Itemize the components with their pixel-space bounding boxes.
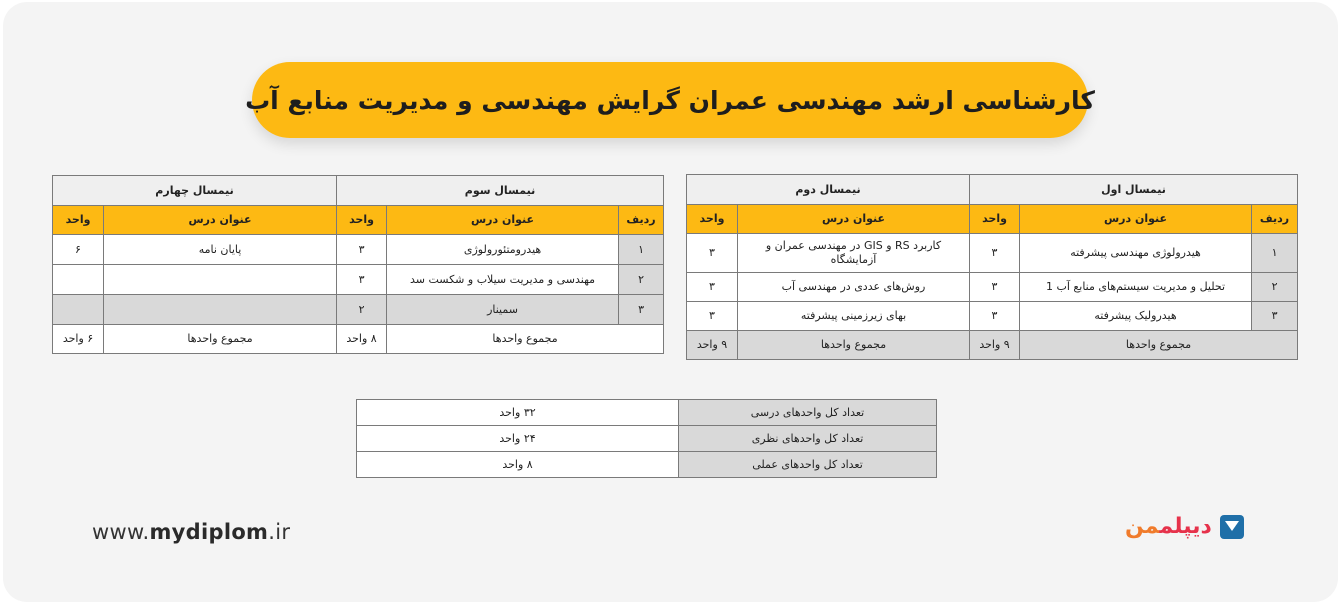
- course-title: بهای زیرزمینی پیشرفته: [738, 302, 970, 331]
- semester-3-4-table: [52, 175, 664, 354]
- course-title: [104, 265, 337, 295]
- course-title: [104, 295, 337, 325]
- title-banner: [245, 62, 1095, 138]
- header-units: واحد: [337, 206, 387, 235]
- course-title: روش‌های عددی در مهندسی آب: [738, 273, 970, 302]
- course-units: ۳: [687, 234, 738, 273]
- totals-table: [356, 399, 937, 478]
- sum-value-semester-3: ۸ واحد: [337, 325, 387, 354]
- course-title: هیدرولیک پیشرفته: [1020, 302, 1252, 331]
- course-units: ۳: [337, 265, 387, 295]
- row-number: ۳: [619, 295, 664, 325]
- url-suffix: .ir: [268, 520, 291, 544]
- semester-4-title: نیمسال چهارم: [53, 176, 337, 206]
- semester-2-title: نیمسال دوم: [687, 175, 970, 205]
- website-url[interactable]: [92, 520, 290, 544]
- course-units: ۳: [970, 273, 1020, 302]
- course-title: مهندسی و مدیریت سیلاب و شکست سد: [387, 265, 619, 295]
- semester-1-2-table: [686, 174, 1298, 360]
- url-prefix: www.: [92, 520, 150, 544]
- table-row: [53, 265, 664, 295]
- sum-value-semester-1: ۹ واحد: [970, 331, 1020, 360]
- header-units: واحد: [687, 205, 738, 234]
- header-units: واحد: [970, 205, 1020, 234]
- semester-1-title: نیمسال اول: [970, 175, 1298, 205]
- course-units: ۳: [687, 302, 738, 331]
- row-number: ۲: [619, 265, 664, 295]
- semester-3-title: نیمسال سوم: [337, 176, 664, 206]
- table-row: [53, 295, 664, 325]
- header-row-number: ردیف: [1252, 205, 1298, 234]
- header-course-title: عنوان درس: [1020, 205, 1252, 234]
- course-units: ۳: [970, 234, 1020, 273]
- course-units: ۳: [687, 273, 738, 302]
- row-number: ۲: [1252, 273, 1298, 302]
- brand-name-part-1: دیپلم: [1159, 514, 1212, 539]
- course-title: پایان نامه: [104, 235, 337, 265]
- sum-row: [53, 325, 664, 354]
- brand-name-part-2: من: [1125, 514, 1160, 539]
- total-theory-label: تعداد کل واحدهای نظری: [679, 426, 937, 452]
- course-units: [53, 295, 104, 325]
- sum-row: [687, 331, 1298, 360]
- header-row-number: ردیف: [619, 206, 664, 235]
- course-units: ۶: [53, 235, 104, 265]
- totals-row: [357, 400, 937, 426]
- totals-row: [357, 426, 937, 452]
- course-title: هیدرومتئورولوژی: [387, 235, 619, 265]
- page-title: کارشناسی ارشد مهندسی عمران گرایش مهندسی و مدیریت منابع آب: [245, 85, 1095, 115]
- totals-row: [357, 452, 937, 478]
- table-row: [687, 273, 1298, 302]
- sum-label: مجموع واحدها: [387, 325, 664, 354]
- brand-icon: [1220, 515, 1244, 539]
- row-number: ۱: [619, 235, 664, 265]
- sum-label: مجموع واحدها: [104, 325, 337, 354]
- total-courses-label: تعداد کل واحدهای درسی: [679, 400, 937, 426]
- course-title: سمینار: [387, 295, 619, 325]
- sum-label: مجموع واحدها: [1020, 331, 1298, 360]
- brand-name: [1125, 514, 1212, 539]
- table-row: [53, 235, 664, 265]
- total-practical-value: ۸ واحد: [357, 452, 679, 478]
- sum-value-semester-4: ۶ واحد: [53, 325, 104, 354]
- course-title: هیدرولوژی مهندسی پیشرفته: [1020, 234, 1252, 273]
- header-course-title: عنوان درس: [104, 206, 337, 235]
- sum-value-semester-2: ۹ واحد: [687, 331, 738, 360]
- sum-label: مجموع واحدها: [738, 331, 970, 360]
- course-units: ۲: [337, 295, 387, 325]
- url-brand: mydiplom: [149, 520, 269, 544]
- course-units: [53, 265, 104, 295]
- total-courses-value: ۳۲ واحد: [357, 400, 679, 426]
- course-title: کاربرد RS و GIS در مهندسی عمران و آزمایشگاه: [738, 234, 970, 273]
- total-theory-value: ۲۴ واحد: [357, 426, 679, 452]
- course-title: تحلیل و مدیریت سیستم‌های منابع آب 1: [1020, 273, 1252, 302]
- row-number: ۱: [1252, 234, 1298, 273]
- total-practical-label: تعداد کل واحدهای عملی: [679, 452, 937, 478]
- header-course-title: عنوان درس: [738, 205, 970, 234]
- header-units: واحد: [53, 206, 104, 235]
- row-number: ۳: [1252, 302, 1298, 331]
- header-course-title: عنوان درس: [387, 206, 619, 235]
- table-row: [687, 302, 1298, 331]
- course-units: ۳: [337, 235, 387, 265]
- table-row: [687, 234, 1298, 273]
- course-units: ۳: [970, 302, 1020, 331]
- brand-logo: [1125, 514, 1244, 539]
